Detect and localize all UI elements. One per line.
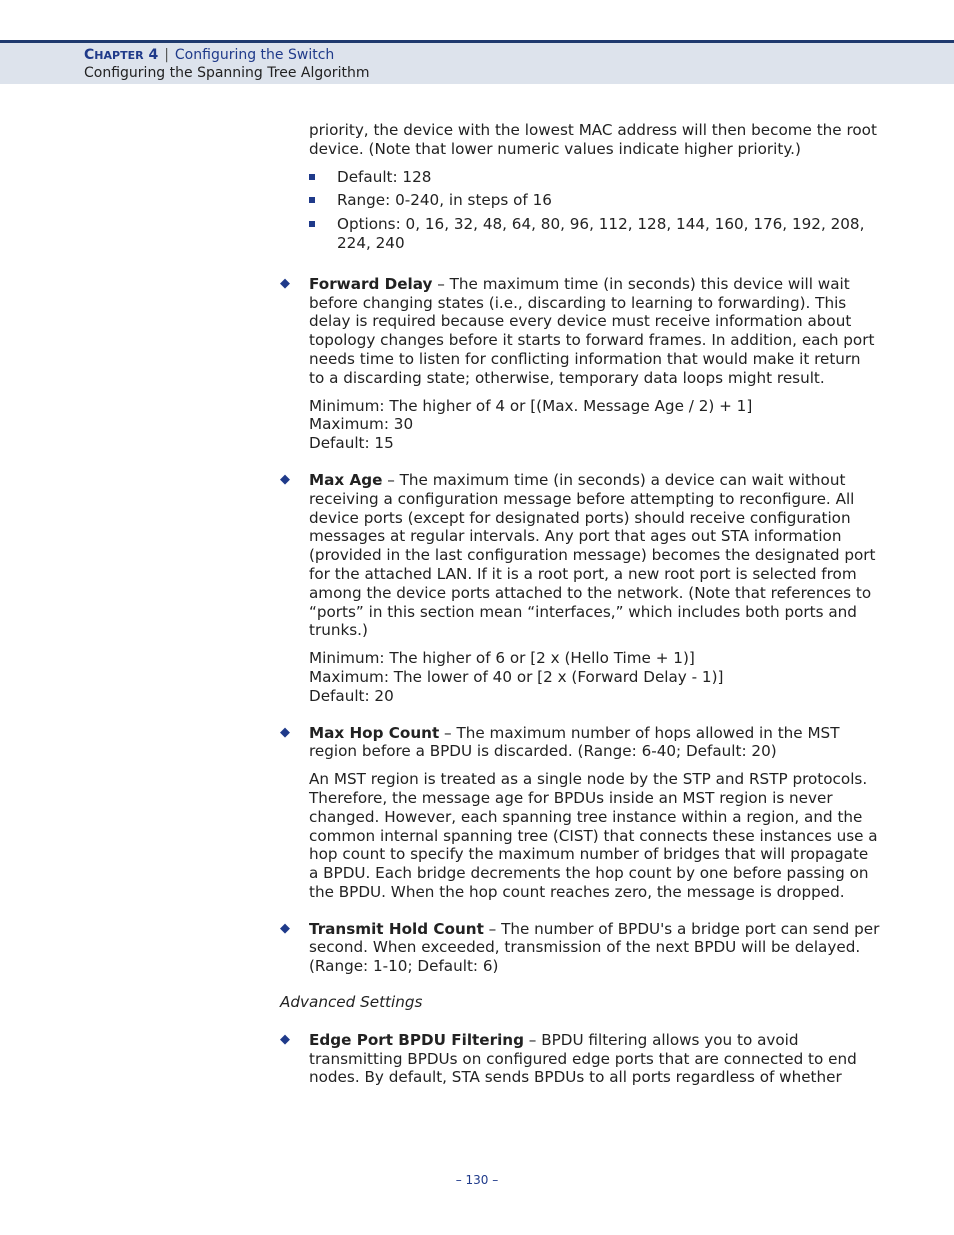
term: Edge Port BPDU Filtering [309, 1030, 524, 1049]
section-title: Configuring the Spanning Tree Algorithm [84, 65, 370, 81]
term: Max Hop Count [309, 723, 440, 742]
value-min: Minimum: The higher of 6 or [2 x (Hello Time + 1)] [309, 649, 695, 668]
diamond-bullet-icon: ◆ [280, 1031, 290, 1047]
chapter-title: Configuring the Switch [174, 47, 335, 63]
max-age-item: ◆ Max Age – The maximum time (in seconds) a device can wait without receiving a configuration message before attempting to reconfigure. All device ports (except for designated ports) should receive configuration messages at regular intervals. Any port that ages out STA information (provided in the last configuration message) becomes the designated port for the attached LAN. If it is a root port, a new root port is selected from among the device ports attached to the network. (Note that references to “ports” in this section mean “interfaces,” which includes both ports and trunks.) Minimum: The higher of 6 or [2 x (Hello Time + 1)] Maximum: The lower of 40 or [2 x (Forward Delay - 1)] Default: 20 [280, 471, 880, 706]
chapter-line [84, 47, 334, 63]
edge-port-bpdu-filtering-item: ◆ Edge Port BPDU Filtering – BPDU filtering allows you to avoid transmitting BPDUs on configured edge ports that are connected to end nodes. By default, STA sends BPDUs to all ports regardless of whether [280, 1030, 857, 1087]
diamond-bullet-icon: ◆ [280, 275, 290, 291]
diamond-bullet-icon: ◆ [280, 724, 290, 740]
forward-delay-item: ◆ Forward Delay – The maximum time (in seconds) this device will wait before changing states (i.e., discarding to learning to forwarding). This delay is required because every device must receive information about topology changes before it starts to forward frames. In addition, each port needs time to listen for conflicting information that would make it return to a discarding state; otherwise, temporary data loops might result. Minimum: The higher of 4 or [(Max. Message Age / 2) + 1] Maximum: 30 Default: 15 [280, 275, 880, 453]
detail-paragraph: An MST region is treated as a single node by the STP and RSTP protocols. Therefore, the message age for BPDUs inside an MST region is never changed. However, each spanning tree instance within a region, and the common internal spanning tree (CIST) that connects these instances use a hop count to specify the maximum number of bridges that will propagate a BPDU. Each bridge decrements the hop count by one before passing on the BPDU. When the hop count reaches zero, the message is dropped. [309, 770, 878, 901]
term: Max Age [309, 470, 383, 489]
intro-paragraph: priority, the device with the lowest MAC address will then become the root device. (Note that lower numeric values indicate higher priority.) [309, 121, 877, 158]
square-bullet-icon [309, 221, 315, 227]
square-bullet-icon [309, 197, 315, 203]
square-bullet-icon [309, 174, 315, 180]
advanced-settings-heading: Advanced Settings [280, 993, 423, 1012]
diamond-bullet-icon: ◆ [280, 920, 290, 936]
priority-bullet-list [309, 168, 880, 253]
value-max: Maximum: 30 [309, 415, 414, 434]
max-hop-count-item: ◆ Max Hop Count – The maximum number of hops allowed in the MST region before a BPDU is discarded. (Range: 6-40; Default: 20) An MST region is treated as a single node by the STP and RSTP protocols. Therefore, the message age for BPDUs inside an MST region is never changed. However, each spanning tree instance within a region, and the common internal spanning tree (CIST) that connects these instances use a hop count to specify the maximum number of bridges that will propagate a BPDU. Each bridge decrements the hop count by one before passing on the BPDU. When the hop count reaches zero, the message is dropped. [280, 724, 880, 902]
term: Transmit Hold Count [309, 919, 484, 938]
list-item: Options: 0, 16, 32, 48, 64, 80, 96, 112, 128, 144, 160, 176, 192, 208, 224, 240 [309, 215, 880, 253]
separator: | [164, 47, 169, 63]
diamond-bullet-icon: ◆ [280, 471, 290, 487]
value-max: Maximum: The lower of 40 or [2 x (Forward Delay - 1)] [309, 667, 724, 686]
page-header [0, 40, 954, 84]
value-default: Default: 20 [309, 686, 394, 705]
list-item: Default: 128 [309, 168, 880, 187]
main-content [280, 121, 880, 1087]
value-default: Default: 15 [309, 434, 394, 453]
transmit-hold-count-item: ◆ Transmit Hold Count – The number of BPDU's a bridge port can send per second. When exceeded, transmission of the next BPDU will be delayed. (Range: 1-10; Default: 6) [280, 919, 880, 976]
term: Forward Delay [309, 274, 433, 293]
chapter-label: CHAPTER 4 [84, 47, 159, 63]
value-min: Minimum: The higher of 4 or [(Max. Message Age / 2) + 1] [309, 396, 753, 415]
list-item: Range: 0-240, in steps of 16 [309, 191, 880, 210]
page-number: – 130 – [455, 1173, 499, 1187]
